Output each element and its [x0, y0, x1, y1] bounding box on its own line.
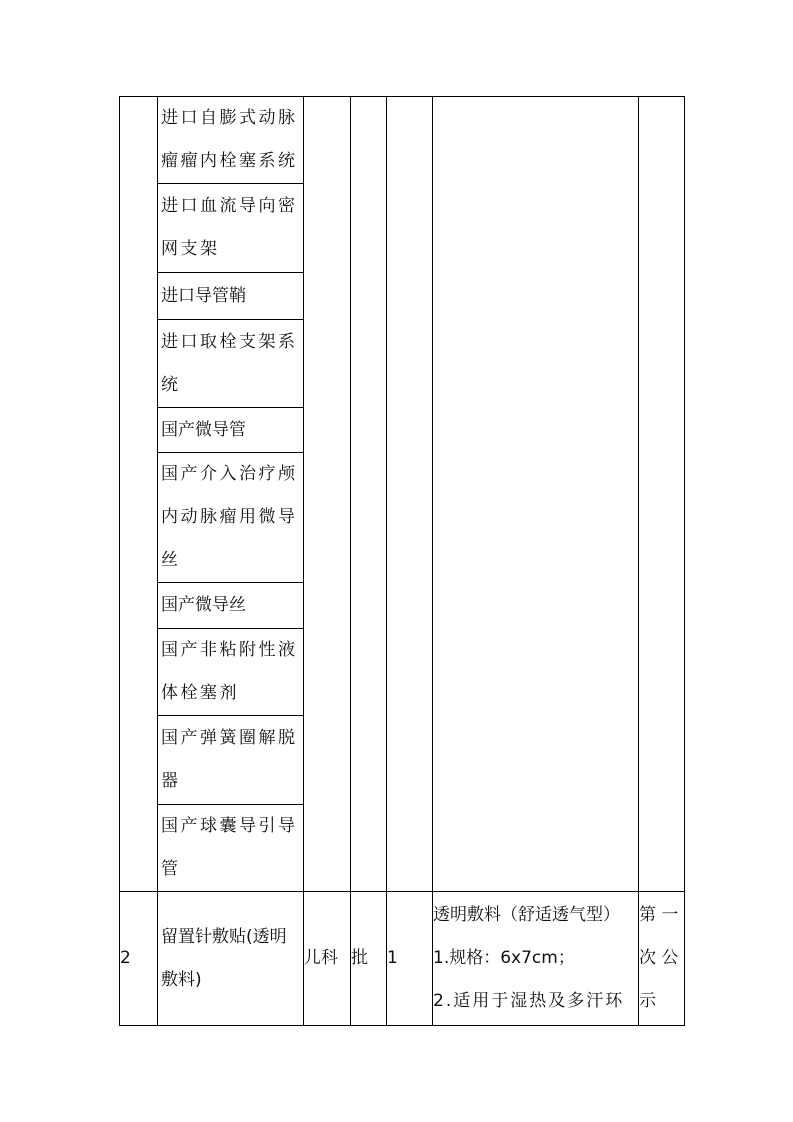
- product-name-line: 统: [161, 374, 181, 395]
- product-name-cell: [158, 716, 304, 805]
- product-name-cell: [158, 273, 304, 320]
- product-name-line: 内动脉瘤用微导: [161, 507, 298, 527]
- product-name-line: 进口取栓支架系: [161, 331, 298, 352]
- product-name-line: 国产弹簧圈解脱: [161, 728, 298, 748]
- product-name-cell: [158, 97, 304, 184]
- note-line: 示: [639, 991, 656, 1011]
- product-name-line: 管: [161, 859, 181, 879]
- note-line: 次 公: [639, 948, 679, 968]
- product-name-cell: [158, 184, 304, 273]
- spec-line: 2.适用于湿热及多汗环: [433, 991, 625, 1011]
- item-number-cell: 2: [120, 892, 158, 1026]
- procurement-table: [119, 96, 685, 1026]
- product-name-line: 国产球囊导引导: [161, 816, 298, 836]
- department-cell-1: [304, 97, 351, 892]
- product-name-line: 敷料): [161, 969, 202, 990]
- product-name-line: 国产介入治疗颅: [161, 464, 298, 484]
- table-row: [120, 97, 685, 184]
- product-name-cell: [158, 408, 304, 453]
- product-name-cell: [158, 320, 304, 408]
- product-name-line: 进口血流导向密: [161, 196, 298, 216]
- product-name-line: 留置针敷贴(透明: [161, 926, 287, 947]
- product-name-line: 进口自膨式动脉: [161, 108, 298, 128]
- spec-cell-1: [433, 97, 639, 892]
- product-name-line: 丝: [161, 550, 181, 570]
- note-line: 第 一: [639, 905, 679, 925]
- product-name-line: 国产非粘附性液: [161, 640, 298, 660]
- quantity-cell: 1: [387, 892, 433, 1026]
- unit-cell: 批: [351, 892, 387, 1026]
- product-name-cell: [158, 805, 304, 892]
- product-name-line: 器: [161, 771, 181, 791]
- product-name-line: 瘤瘤内栓塞系统: [161, 151, 298, 171]
- spec-line: 1.规格：6x7cm；: [433, 948, 575, 968]
- spec-cell: [433, 892, 639, 1026]
- spec-line: 透明敷料（舒适透气型）: [433, 905, 620, 925]
- table-row: [120, 892, 685, 1026]
- unit-cell-1: [351, 97, 387, 892]
- product-name-line: 国产微导管: [161, 419, 246, 440]
- product-name-line: 网支架: [161, 239, 220, 259]
- note-cell: [639, 892, 685, 1026]
- product-name-line: 国产微导丝: [161, 595, 246, 615]
- product-name-cell: [158, 583, 304, 629]
- product-name-cell: [158, 892, 304, 1026]
- note-cell-1: [639, 97, 685, 892]
- product-name-line: 体栓塞剂: [161, 683, 239, 703]
- quantity-cell-1: [387, 97, 433, 892]
- product-name-cell: [158, 453, 304, 583]
- department-cell: 儿科: [304, 892, 351, 1026]
- product-name-line: 进口导管鞘: [161, 285, 246, 306]
- item-number-cell-1: [120, 97, 158, 892]
- product-name-cell: [158, 629, 304, 716]
